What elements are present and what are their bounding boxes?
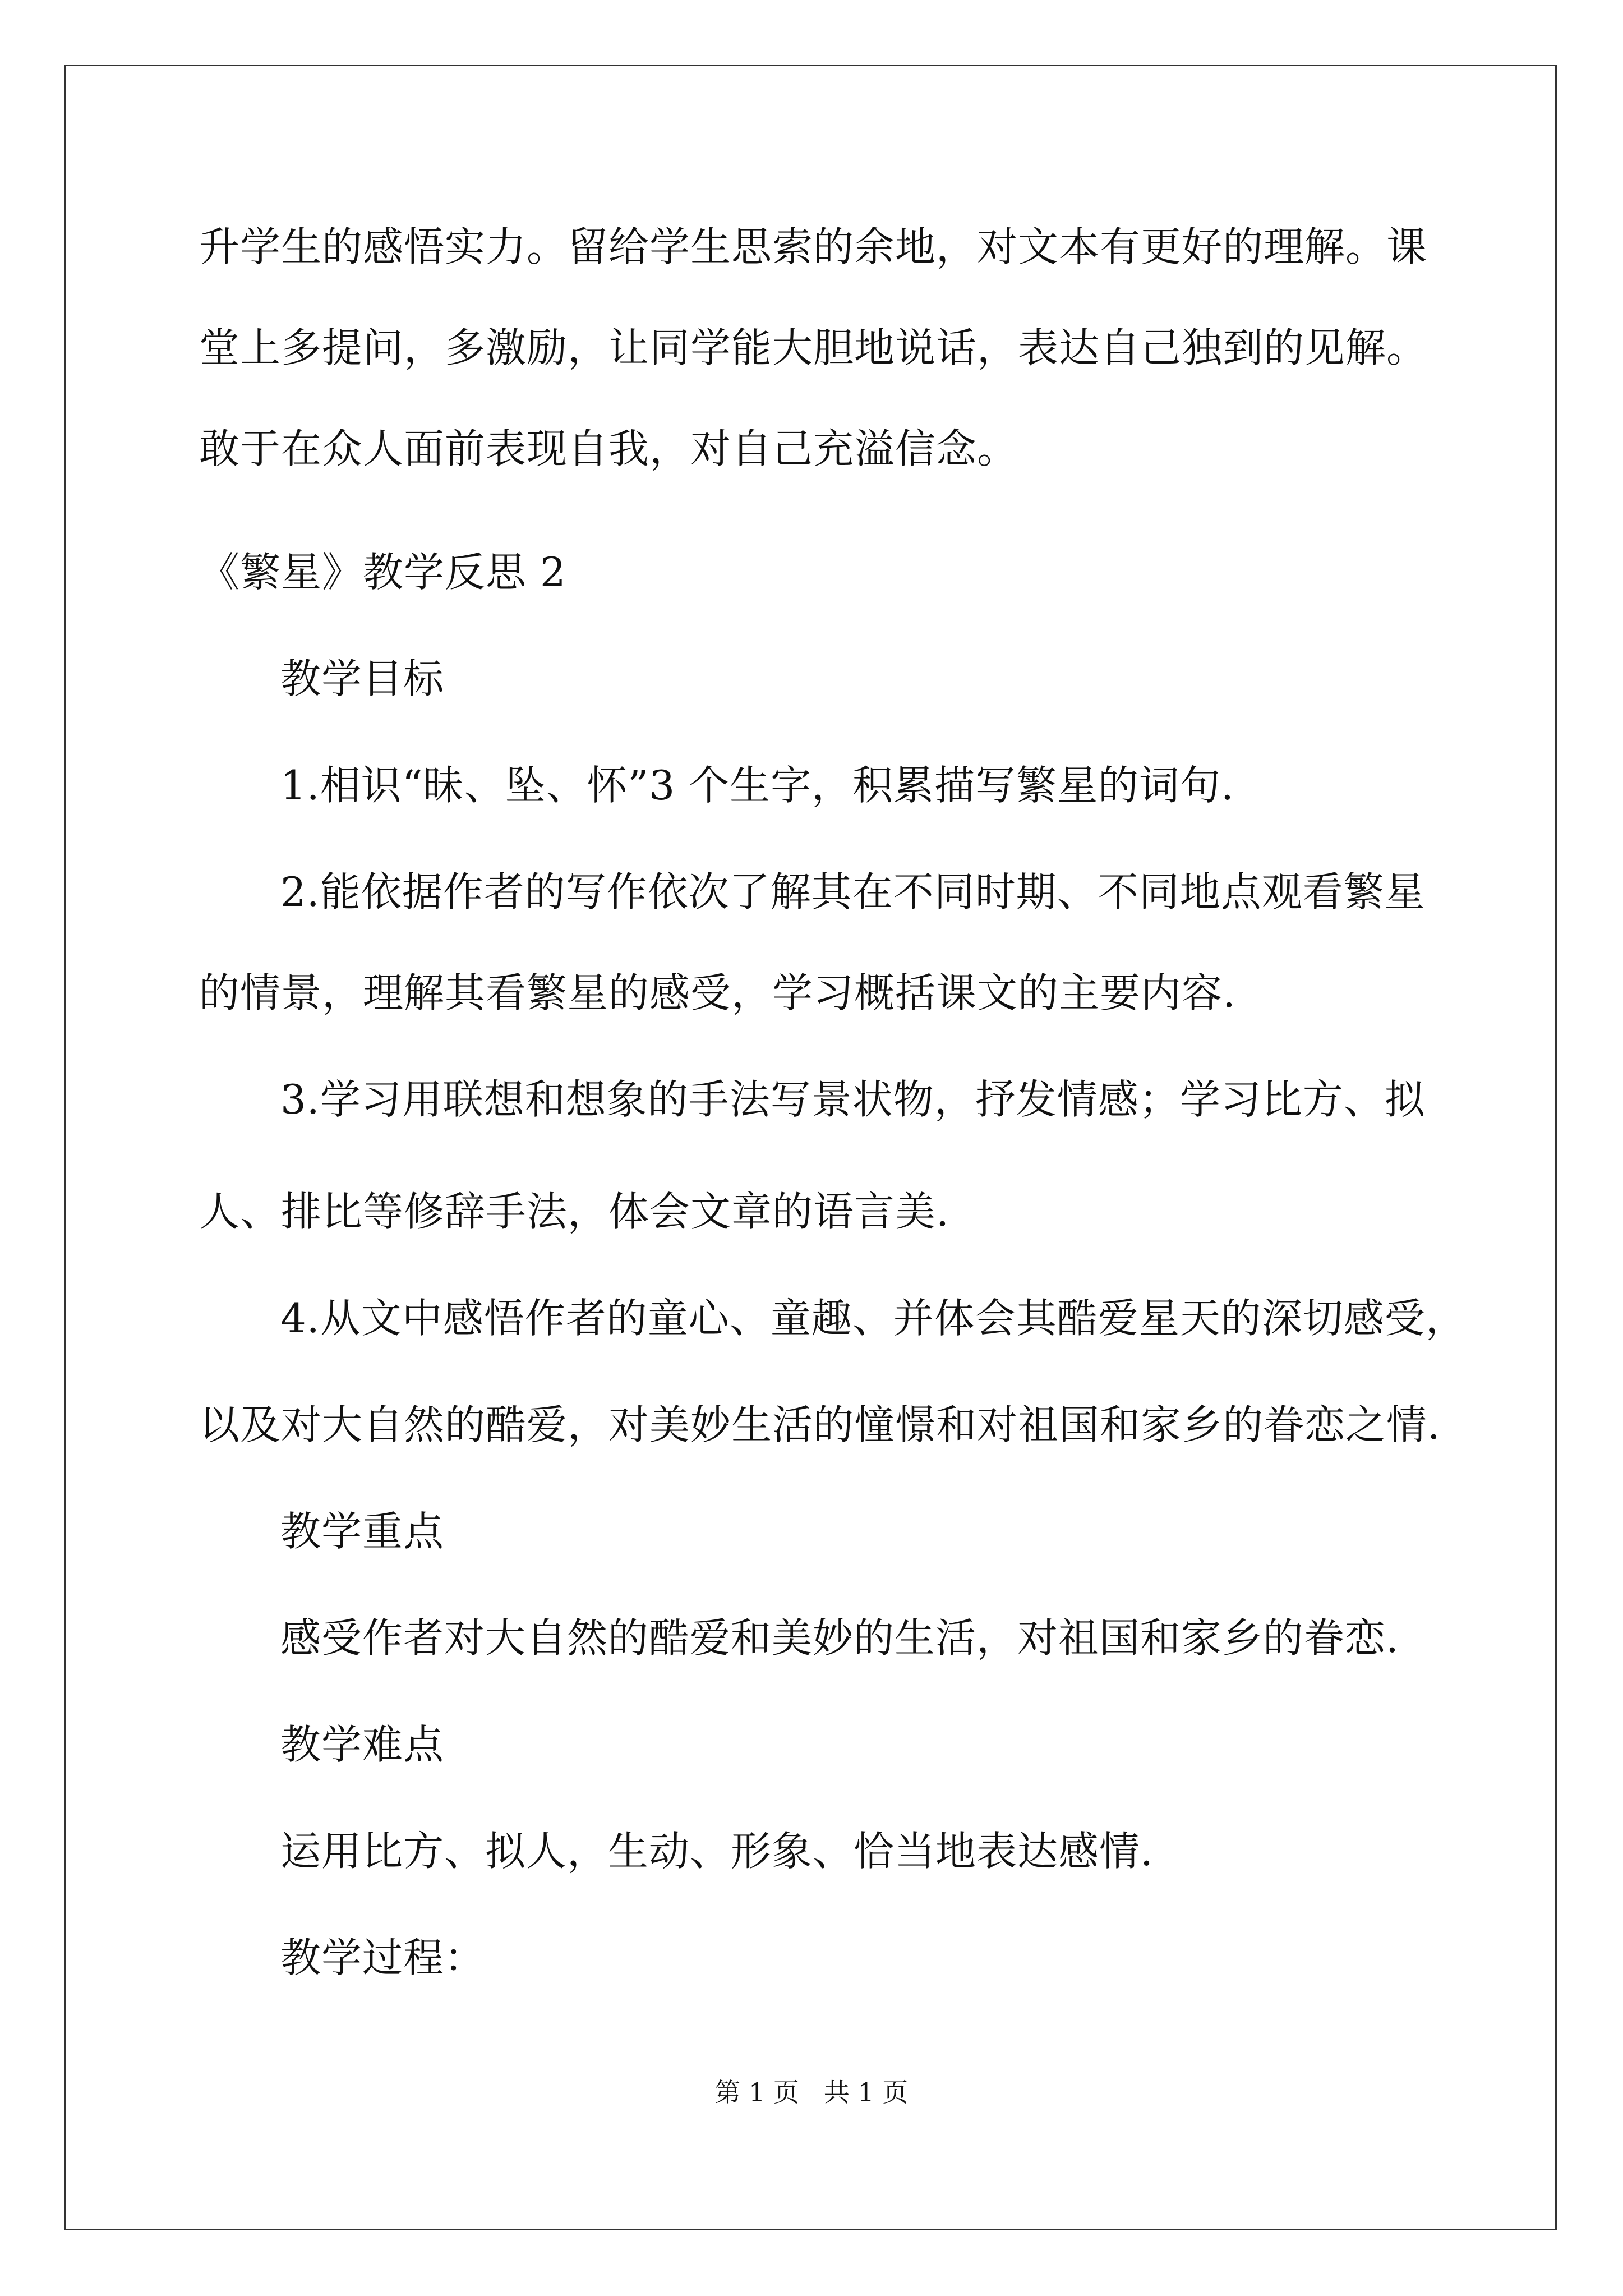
heading-teaching-goals: 教学目标	[280, 655, 445, 702]
goal-item: 1.相识“昧、坠、怀”3 个生字，积累描写繁星的词句.	[280, 762, 1234, 809]
goal-item: 3.学习用联想和想象的手法写景状物，抒发情感；学习比方、拟	[280, 1076, 1426, 1123]
text-line: 堂上多提问，多激励，让同学能大胆地说话，表达自己独到的见解。	[199, 324, 1428, 371]
text-line: 的情景，理解其看繁星的感受，学习概括课文的主要内容.	[199, 969, 1236, 1016]
goal-item: 4.从文中感悟作者的童心、童趣、并体会其酷爱星天的深切感受，	[280, 1295, 1467, 1342]
text-line: 敢于在众人面前表现自我，对自己充溢信念。	[199, 425, 1018, 472]
page-border	[64, 65, 1557, 2230]
text-line: 升学生的感悟实力。留给学生思索的余地，对文本有更好的理解。课	[199, 223, 1428, 270]
section-title: 《繁星》教学反思 2	[199, 549, 566, 596]
text-line: 运用比方、拟人，生动、形象、恰当地表达感情.	[280, 1828, 1154, 1875]
text-line: 人、排比等修辞手法，体会文章的语言美.	[199, 1188, 949, 1235]
heading-difficulties: 教学难点	[280, 1721, 445, 1768]
heading-process: 教学过程：	[280, 1934, 486, 1981]
text-line: 感受作者对大自然的酷爱和美妙的生活，对祖国和家乡的眷恋.	[280, 1614, 1399, 1662]
page-number-footer: 第 1 页 共 1 页	[714, 2077, 909, 2108]
goal-item: 2.能依据作者的写作依次了解其在不同时期、不同地点观看繁星	[280, 868, 1426, 915]
heading-key-points: 教学重点	[280, 1508, 445, 1555]
text-line: 以及对大自然的酷爱，对美妙生活的憧憬和对祖国和家乡的眷恋之情.	[199, 1401, 1441, 1448]
